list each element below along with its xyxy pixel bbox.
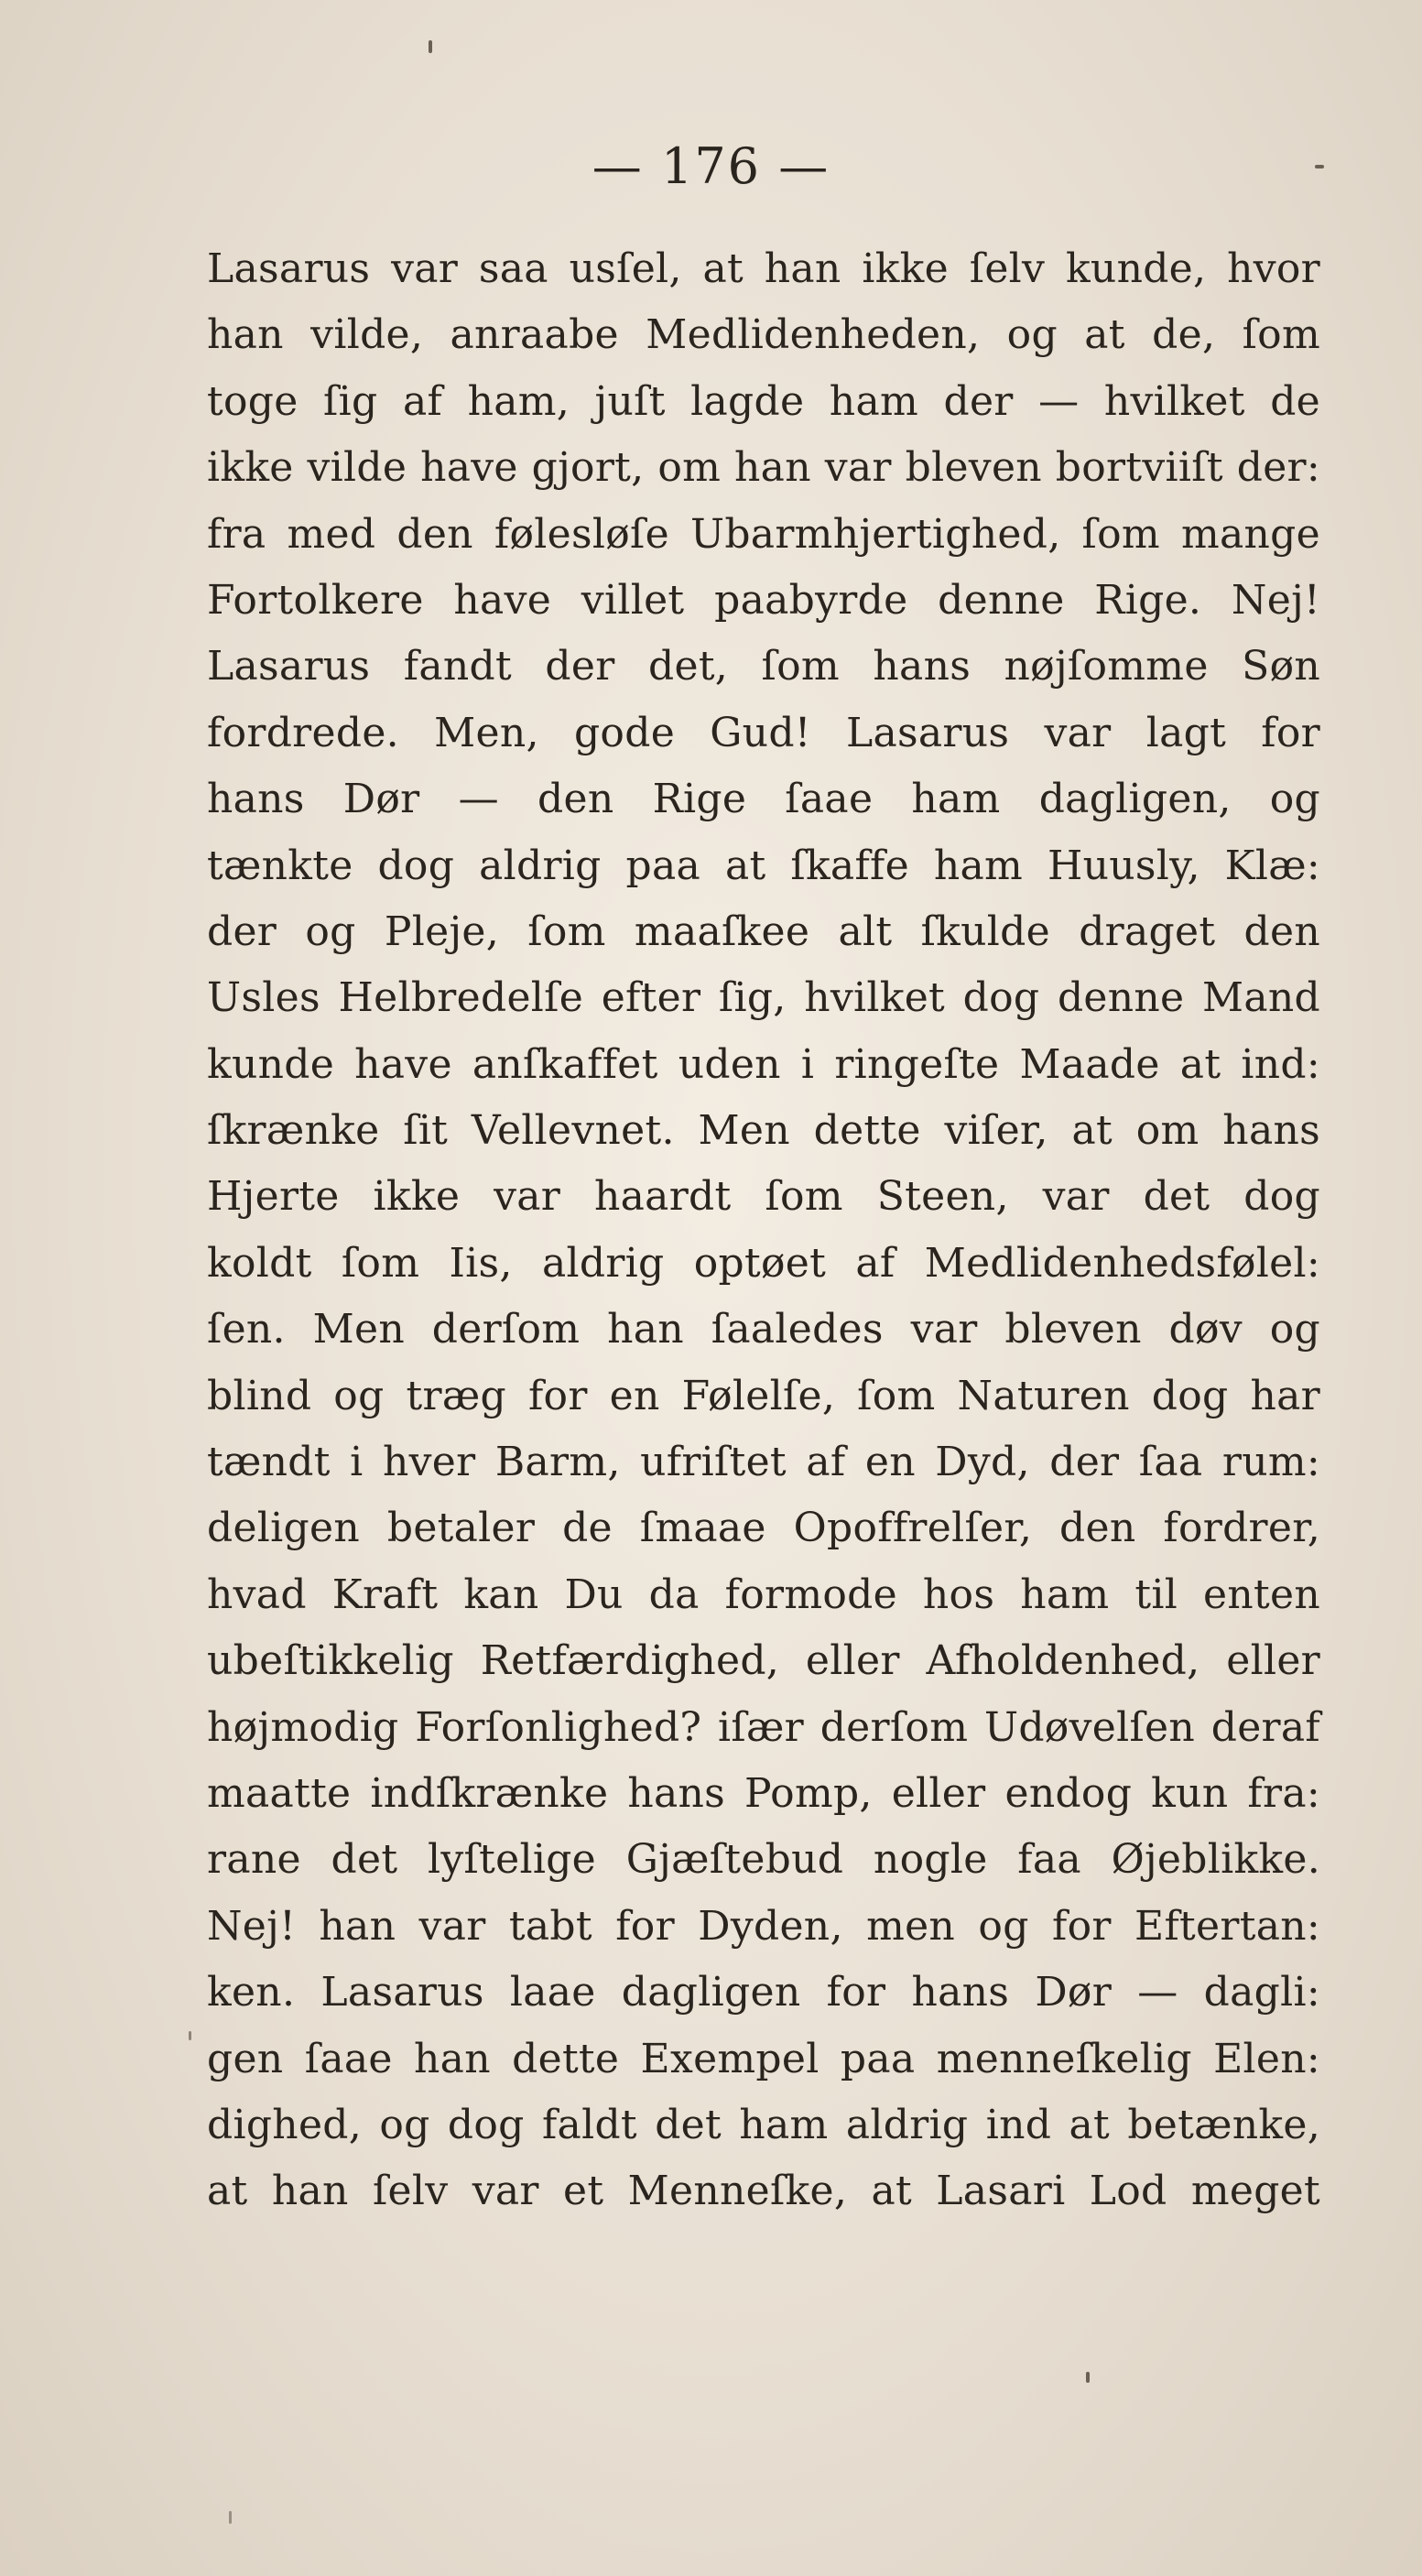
text-line: Fortolkere have villet paabyrde denne Rige. Nej! [207,576,1320,624]
text-line: kunde have anſkaffet uden i ringeſte Maade at ind: [207,1040,1320,1088]
paper-speck [229,2511,232,2524]
text-line: Lasarus var saa usſel, at han ikke ſelv kunde, hvor [207,245,1320,292]
page-number: — 176 — [592,137,830,195]
body-text [207,236,1320,2225]
text-line: Lasarus fandt der det, ſom hans nøjſomme Søn [207,643,1320,690]
text-line: hvad Kraft kan Du da formode hos ham til enten [207,1571,1320,1618]
text-line: ſkrænke ſit Vellevnet. Men dette viſer, at om hans [207,1107,1320,1155]
text-line: der og Pleje, ſom maaſkee alt ſkulde draget den [207,908,1320,955]
text-line: rane det lyſtelige Gjæſtebud nogle faa Øjeblikke. [207,1836,1320,1884]
text-line: hans Dør — den Rige ſaae ham dagligen, og [207,776,1320,823]
text-line: Hjerte ikke var haardt ſom Steen, var det dog [207,1173,1320,1221]
text-line: fordrede. Men, gode Gud! Lasarus var lagt for [207,709,1320,756]
text-line: tændt i hver Barm, ufriſtet af en Dyd, der ſaa rum: [207,1439,1320,1486]
paper-speck [429,40,432,53]
text-line: ken. Lasarus laae dagligen for hans Dør — dagli: [207,1969,1320,2016]
text-line: blind og træg for en Følelſe, ſom Naturen dog har [207,1372,1320,1419]
text-line: deligen betaler de ſmaae Opoffrelſer, den fordrer, [207,1505,1320,1552]
text-line: fra med den følesløſe Ubarmhjertighed, ſom mange [207,510,1320,558]
text-line: maatte indſkrænke hans Pomp, eller endog kun fra: [207,1769,1320,1817]
text-line: ikke vilde have gjort, om han var bleven bortviiſt der: [207,444,1320,492]
text-line: at han ſelv var et Menneſke, at Lasari Lod meget [207,2168,1320,2215]
text-line: Usles Helbredelſe efter ſig, hvilket dog denne Mand [207,974,1320,1022]
text-line: tænkte dog aldrig paa at ſkaffe ham Huusly, Klæ: [207,842,1320,889]
text-line: højmodig Forſonlighed? iſær derſom Udøvelſen deraf [207,1703,1320,1751]
text-line: Nej! han var tabt for Dyden, men og for Eftertan: [207,1902,1320,1950]
text-line: han vilde, anraabe Medlidenheden, og at de, ſom [207,311,1320,359]
text-line: toge ſig af ham, juſt lagde ham der — hvilket de [207,377,1320,425]
text-line: koldt ſom Iis, aldrig optøet af Medlidenhedsfølel: [207,1239,1320,1287]
paper-speck [189,2031,191,2040]
paper-speck [1086,2372,1090,2383]
text-line: gen ſaae han dette Exempel paa menneſkelig Elen: [207,2035,1320,2082]
text-line: ſen. Men derſom han ſaaledes var bleven døv og [207,1306,1320,1353]
text-line: dighed, og dog faldt det ham aldrig ind at betænke, [207,2101,1320,2148]
text-line: ubeſtikkelig Retfærdighed, eller Afholdenhed, eller [207,1637,1320,1685]
paper-speck [1315,165,1324,168]
